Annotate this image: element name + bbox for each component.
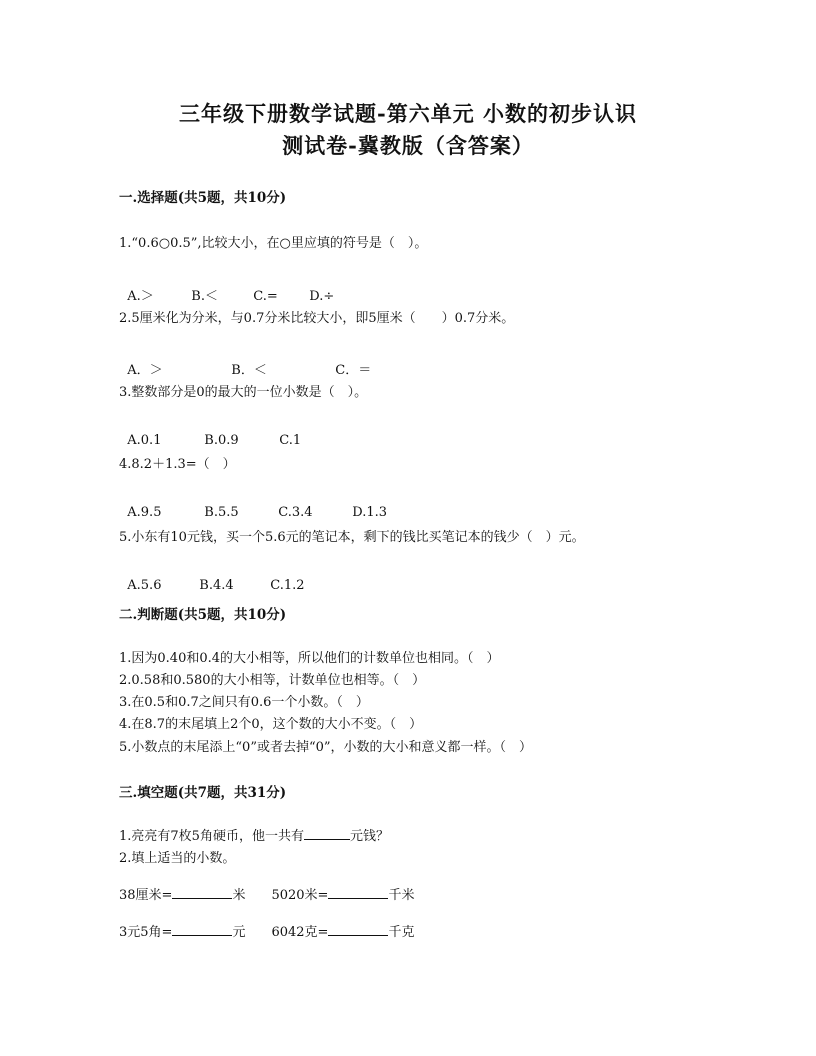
option-a: A.＞ (127, 289, 154, 304)
option-b: B.＜ (191, 289, 218, 304)
title-line-2: 测试卷-冀教版（含答案） (282, 133, 534, 158)
answer-blank[interactable] (328, 886, 388, 899)
section-judge-heading: 二.判断题(共5题，共10分) (119, 607, 287, 623)
title-line-1: 三年级下册数学试题-第六单元 小数的初步认识 (178, 101, 638, 126)
option-c: C.1 (279, 433, 302, 448)
fill-2a-text: 38厘米= (119, 888, 173, 903)
option-c: C．＝ (335, 363, 372, 378)
question-2-options (119, 344, 371, 378)
question-4: 4.8.2＋1.3=（ ） (119, 457, 236, 472)
option-a: A．＞ (127, 363, 163, 378)
fill-2b-unit: 千米 (388, 888, 415, 903)
question-3: 3.整数部分是0的最大的一位小数是（ ）。 (119, 385, 368, 400)
judge-5: 5.小数点的末尾添上“0”或者去掉“0”，小数的大小和意义都一样。（ ） (119, 740, 533, 755)
answer-blank[interactable] (304, 827, 350, 840)
answer-blank[interactable] (172, 923, 232, 936)
section-fill-heading: 三.填空题(共7题，共31分) (119, 785, 287, 801)
fill-1-text: 1.亮亮有7枚5角硬币，他一共有 (119, 829, 304, 844)
option-a: A.9.5 (127, 505, 162, 520)
option-c: C.= (253, 289, 278, 304)
fill-1 (119, 825, 389, 844)
judge-1: 1.因为0.40和0.4的大小相等，所以他们的计数单位也相同。（ ） (119, 651, 500, 666)
question-2: 2.5厘米化为分米，与0.7分米比较大小，即5厘米（ ）0.7分米。 (119, 311, 515, 326)
fill-2-row-1 (119, 884, 414, 903)
fill-2a-unit: 米 (232, 888, 246, 903)
fill-2d-text: 6042克= (271, 925, 329, 940)
question-4-options (119, 490, 387, 520)
fill-2d-unit: 千克 (388, 925, 415, 940)
option-d: D.1.3 (352, 505, 388, 520)
fill-2-row-2 (119, 921, 414, 940)
question-5: 5.小东有10元钱，买一个5.6元的笔记本，剩下的钱比买笔记本的钱少（ ）元。 (119, 530, 585, 545)
question-3-options (119, 418, 301, 448)
question-1-options (119, 270, 334, 304)
fill-2b-text: 5020米= (271, 888, 329, 903)
answer-blank[interactable] (172, 886, 232, 899)
fill-2: 2.填上适当的小数。 (119, 851, 236, 866)
option-d: D.÷ (309, 289, 335, 304)
option-c: C.1.2 (270, 578, 305, 593)
judge-4: 4.在8.7的末尾填上2个0，这个数的大小不变。（ ） (119, 717, 423, 732)
option-c: C.3.4 (278, 505, 313, 520)
judge-3: 3.在0.5和0.7之间只有0.6一个小数。（ ） (119, 695, 369, 710)
option-a: A.5.6 (127, 578, 162, 593)
fill-1-suffix: 元钱？ (349, 829, 389, 844)
option-b: B.0.9 (204, 433, 239, 448)
option-b: B.4.4 (199, 578, 234, 593)
fill-2c-text: 3元5角= (119, 925, 173, 940)
option-b: B.5.5 (204, 505, 239, 520)
answer-blank[interactable] (328, 923, 388, 936)
option-a: A.0.1 (127, 433, 162, 448)
question-5-options (119, 563, 305, 593)
section-choice-heading: 一.选择题(共5题，共10分) (119, 190, 287, 206)
fill-2c-unit: 元 (232, 925, 246, 940)
judge-2: 2.0.58和0.580的大小相等，计数单位也相等。（ ） (119, 673, 426, 688)
option-b: B．＜ (231, 363, 267, 378)
question-1: 1.“0.6○0.5”,比较大小，在○里应填的符号是（ ）。 (119, 236, 428, 251)
